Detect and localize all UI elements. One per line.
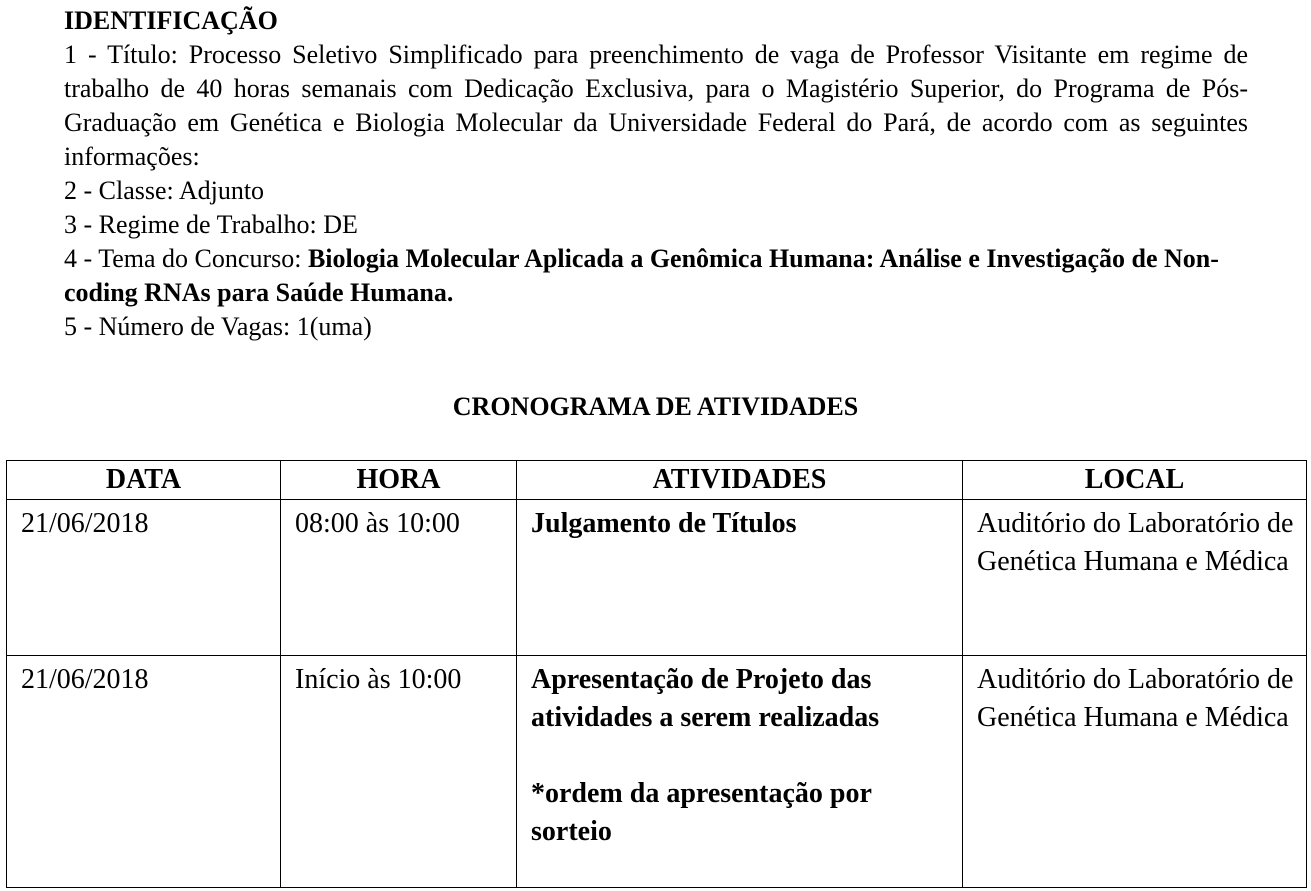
contest-theme-label: 4 - Tema do Concurso: xyxy=(64,244,308,273)
cell-data: 21/06/2018 xyxy=(7,500,281,656)
cell-data: 21/06/2018 xyxy=(7,656,281,888)
header-atividades: ATIVIDADES xyxy=(517,461,963,500)
contest-theme-item xyxy=(64,242,1248,310)
schedule-table xyxy=(6,460,1307,888)
identification-section xyxy=(64,4,1248,344)
cell-hora: 08:00 às 10:00 xyxy=(281,500,517,656)
class-item: 2 - Classe: Adjunto xyxy=(64,176,265,205)
vacancies-item: 5 - Número de Vagas: 1(uma) xyxy=(64,312,372,341)
cell-atividade xyxy=(517,500,963,656)
cell-local: Auditório do Laboratório de Genética Humana e Médica xyxy=(963,656,1307,888)
table-row xyxy=(7,656,1307,888)
table-header-row xyxy=(7,461,1307,500)
cell-atividade xyxy=(517,656,963,888)
title-item: 1 - Título: Processo Seletivo Simplificado para preenchimento de vaga de Professor Visitante em regime de trabalho de 40 horas semanais com Dedicação Exclusiva, para o Magistério Superior, do Programa de Pós-Graduação em Genética e Biologia Molecular da Universidade Federal do Pará, de acordo com as seguintes informações: xyxy=(64,40,1248,171)
schedule-title: CRONOGRAMA DE ATIVIDADES xyxy=(452,392,859,421)
activity-text: Apresentação de Projeto das atividades a serem realizadas xyxy=(531,664,880,733)
header-data: DATA xyxy=(7,461,281,500)
header-hora: HORA xyxy=(281,461,517,500)
table-row xyxy=(7,500,1307,656)
cell-local: Auditório do Laboratório de Genética Humana e Médica xyxy=(963,500,1307,656)
work-regime-item: 3 - Regime de Trabalho: DE xyxy=(64,210,358,239)
activity-text: Julgamento de Títulos xyxy=(531,508,797,539)
activity-note: *ordem da apresentação por sorteio xyxy=(531,778,872,847)
contest-theme-value: Biologia Molecular Aplicada a Genômica Humana: Análise e Investigação de Non-coding RNAs para Saúde Humana. xyxy=(64,244,1219,307)
header-local: LOCAL xyxy=(963,461,1307,500)
cell-hora: Início às 10:00 xyxy=(281,656,517,888)
identification-heading: IDENTIFICAÇÃO xyxy=(64,6,278,35)
